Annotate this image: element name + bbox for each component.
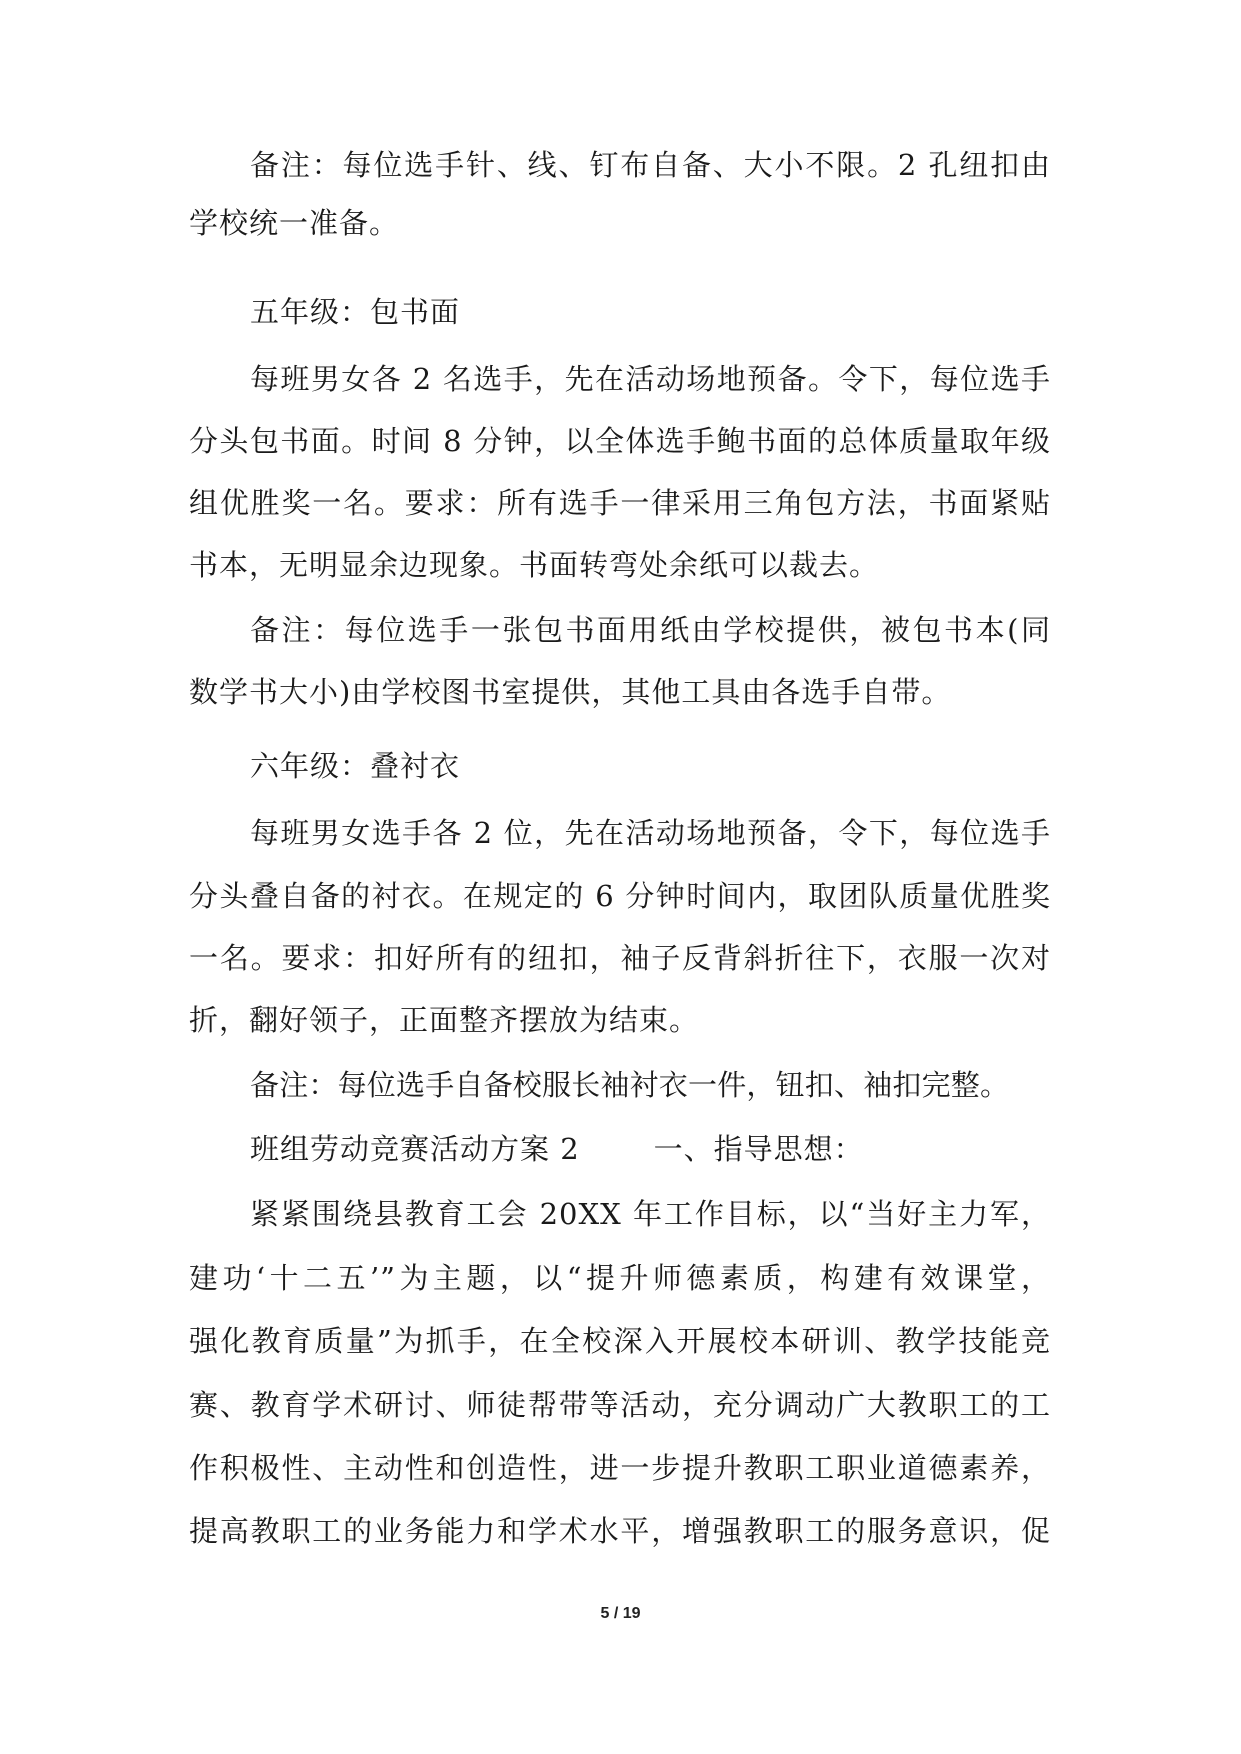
paragraph-line: 紧紧围绕县教育工会 20XX 年工作目标，以“当好主力军， [250, 1197, 1051, 1231]
section-heading: 六年级：叠衬衣 [250, 749, 461, 783]
paragraph-line: 赛、教育学术研讨、师徒帮带等活动，充分调动广大教职工的工 [189, 1388, 1051, 1422]
paragraph-line: 一名。要求：扣好所有的纽扣，袖子反背斜折往下，衣服一次对 [189, 941, 1051, 975]
document-title: 班组劳动竞赛活动方案 2 [250, 1132, 580, 1166]
paragraph-line: 备注：每位选手自备校服长袖衬衣一件，钮扣、袖扣完整。 [250, 1068, 1010, 1102]
section-heading: 五年级：包书面 [250, 295, 461, 329]
paragraph-line: 学校统一准备。 [189, 206, 400, 240]
paragraph-line: 备注：每位选手一张包书面用纸由学校提供，被包书本(同 [250, 613, 1051, 647]
paragraph-line: 书本，无明显余边现象。书面转弯处余纸可以裁去。 [189, 548, 880, 582]
paragraph-line: 折，翻好领子，正面整齐摆放为结束。 [189, 1003, 700, 1037]
paragraph-line: 强化教育质量”为抓手，在全校深入开展校本研训、教学技能竞 [189, 1324, 1051, 1358]
paragraph-line: 建功‘十二五’”为主题，以“提升师德素质，构建有效课堂， [189, 1261, 1051, 1295]
paragraph-line: 组优胜奖一名。要求：所有选手一律采用三角包方法，书面紧贴 [189, 486, 1051, 520]
paragraph-line: 分头叠自备的衬衣。在规定的 6 分钟时间内，取团队质量优胜奖 [189, 879, 1051, 913]
paragraph-line: 分头包书面。时间 8 分钟，以全体选手鲍书面的总体质量取年级 [189, 424, 1051, 458]
paragraph-line: 备注：每位选手针、线、钉布自备、大小不限。2 孔纽扣由 [250, 148, 1051, 182]
paragraph-line: 作积极性、主动性和创造性，进一步提升教职工职业道德素养， [189, 1451, 1051, 1485]
section-title-line [250, 1129, 1051, 1169]
paragraph-line: 每班男女各 2 名选手，先在活动场地预备。令下，每位选手 [250, 362, 1051, 396]
section-heading: 一、指导思想： [653, 1132, 864, 1166]
paragraph-line: 提高教职工的业务能力和学术水平，增强教职工的服务意识，促 [189, 1514, 1051, 1548]
paragraph-line: 数学书大小)由学校图书室提供，其他工具由各选手自带。 [189, 675, 952, 709]
paragraph-line: 每班男女选手各 2 位，先在活动场地预备，令下，每位选手 [250, 816, 1051, 850]
page-number: 5 / 19 [600, 1605, 641, 1622]
